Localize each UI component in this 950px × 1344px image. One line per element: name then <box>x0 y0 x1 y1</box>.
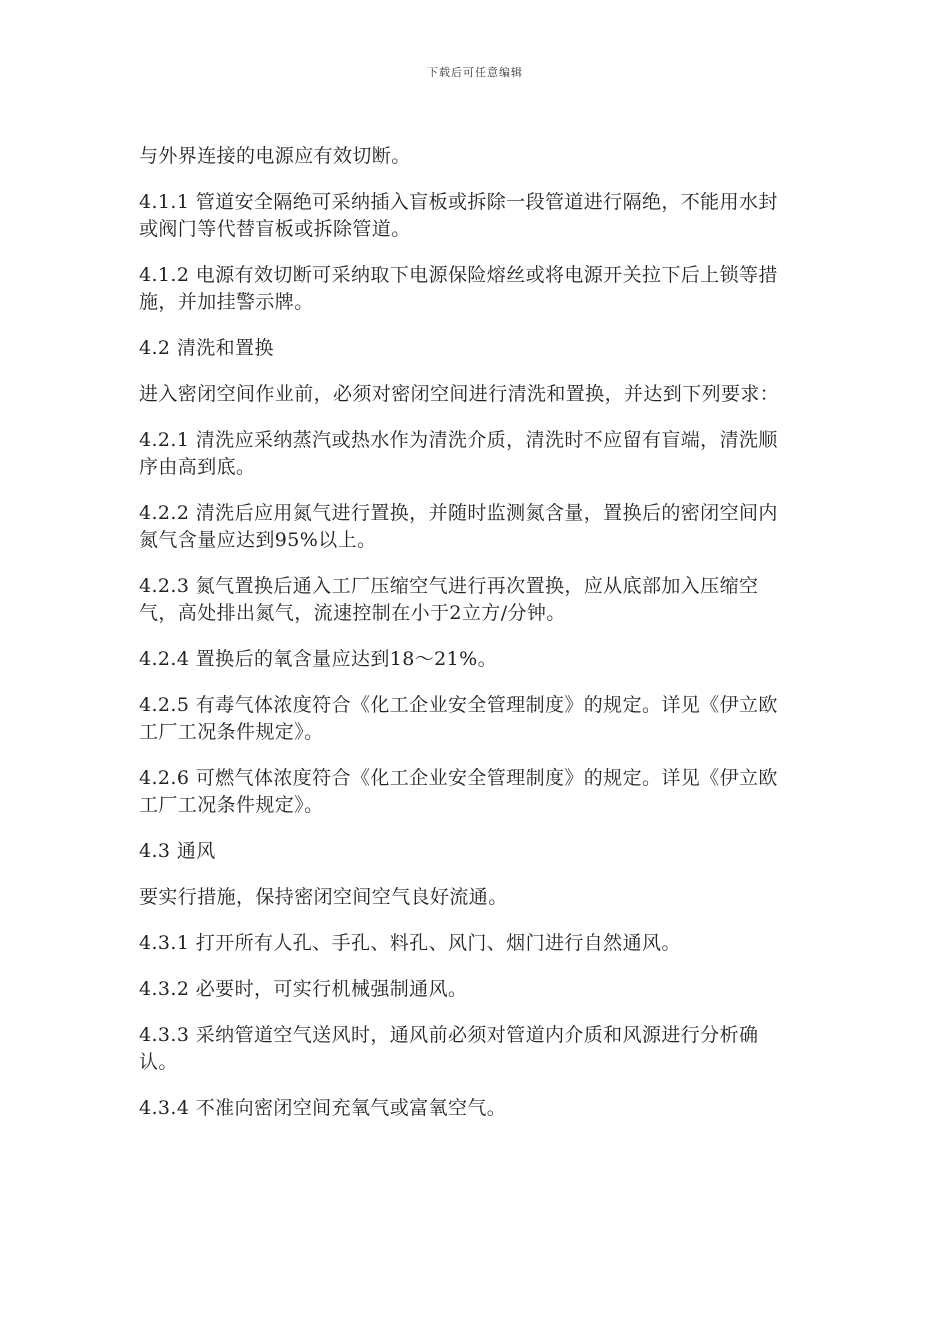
section-heading-4-3: 4.3 通风 <box>139 840 216 862</box>
paragraph-4-1-2: 4.1.2 电源有效切断可采纳取下电源保险熔丝或将电源开关拉下后上锁等措施，并加挂警示牌。 <box>139 264 778 313</box>
paragraph-4-3-4: 4.3.4 不准向密闭空间充氧气或富氧空气。 <box>139 1097 507 1119</box>
paragraph-4-1-1: 4.1.1 管道安全隔绝可采纳插入盲板或拆除一段管道进行隔绝，不能用水封或阀门等代替盲板或拆除管道。 <box>139 191 778 240</box>
paragraph-power-cutoff: 与外界连接的电源应有效切断。 <box>139 145 411 167</box>
paragraph-4-3-1: 4.3.1 打开所有人孔、手孔、料孔、风门、烟门进行自然通风。 <box>139 932 681 954</box>
header-note: 下载后可任意编辑 <box>427 66 523 79</box>
paragraph-4-3-3: 4.3.3 采纳管道空气送风时，通风前必须对管道内介质和风源进行分析确认。 <box>139 1024 759 1073</box>
document-body <box>139 143 789 1141</box>
paragraph-4-2-3: 4.2.3 氮气置换后通入工厂压缩空气进行再次置换，应从底部加入压缩空气，高处排出氮气，流速控制在小于2立方/分钟。 <box>139 575 759 624</box>
paragraph-4-2-2: 4.2.2 清洗后应用氮气进行置换，并随时监测氮含量，置换后的密闭空间内氮气含量应达到95%以上。 <box>139 502 778 551</box>
paragraph-4-3-intro: 要实行措施，保持密闭空间空气良好流通。 <box>139 886 508 908</box>
paragraph-4-2-4: 4.2.4 置换后的氧含量应达到18～21%。 <box>139 648 497 670</box>
paragraph-4-2-1: 4.2.1 清洗应采纳蒸汽或热水作为清洗介质，清洗时不应留有盲端，清洗顺序由高到底。 <box>139 429 778 478</box>
paragraph-4-3-2: 4.3.2 必要时，可实行机械强制通风。 <box>139 978 468 1000</box>
section-heading-4-2: 4.2 清洗和置换 <box>139 337 274 359</box>
paragraph-4-2-6: 4.2.6 可燃气体浓度符合《化工企业安全管理制度》的规定。详见《伊立欧工厂工况条件规定》。 <box>139 767 778 816</box>
paragraph-4-2-5: 4.2.5 有毒气体浓度符合《化工企业安全管理制度》的规定。详见《伊立欧工厂工况条件规定》。 <box>139 694 778 743</box>
paragraph-4-2-intro: 进入密闭空间作业前，必须对密闭空间进行清洗和置换，并达到下列要求： <box>139 383 780 405</box>
